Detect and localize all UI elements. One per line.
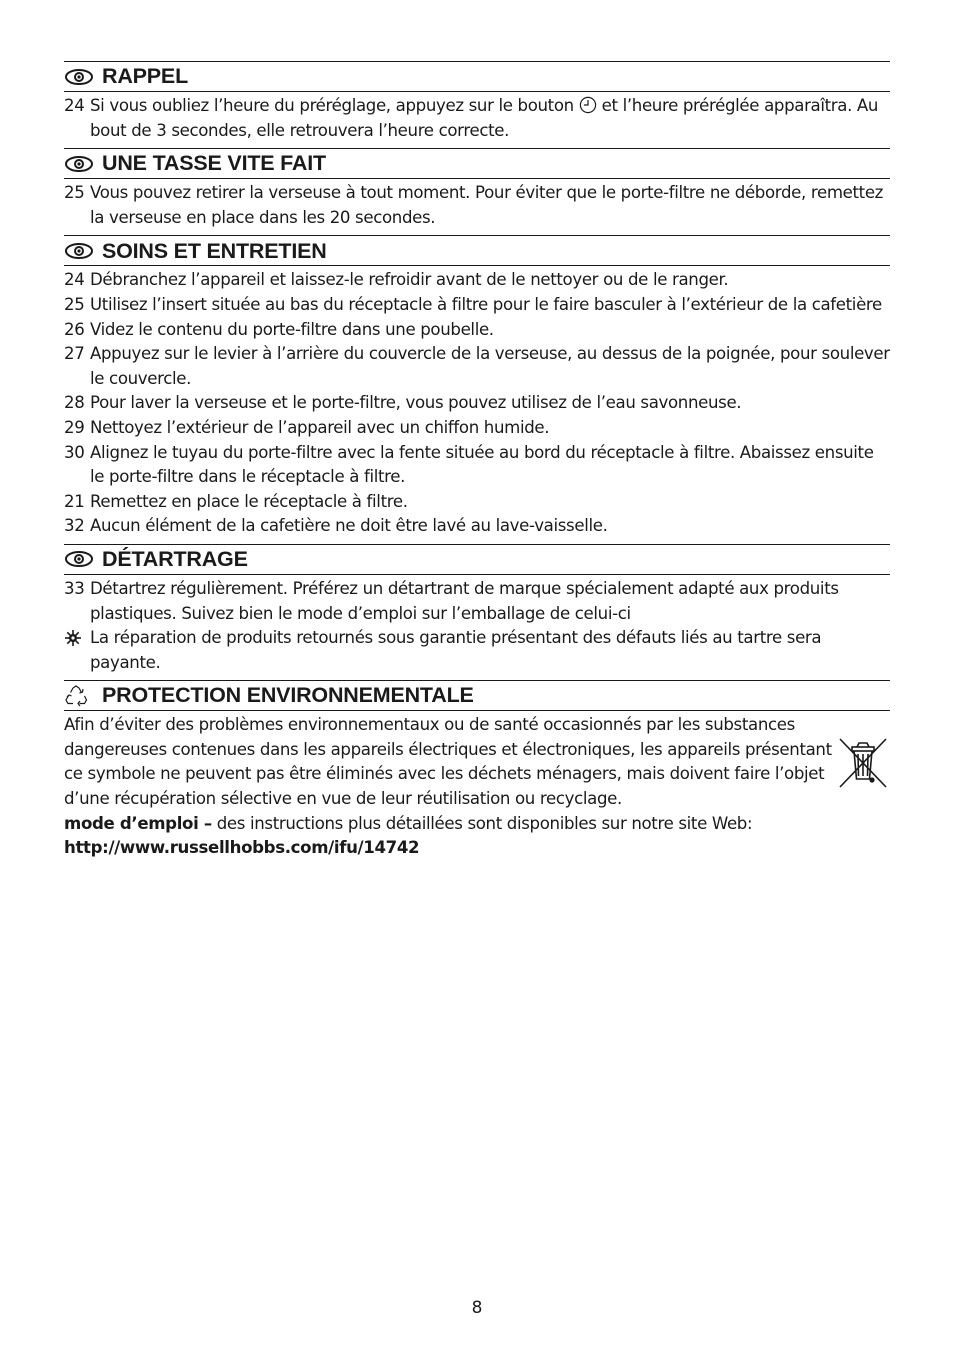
item-number: 33 [64, 578, 85, 598]
manual-url[interactable]: http://www.russellhobbs.com/ifu/14742 [64, 838, 420, 858]
item-number: 24 [64, 96, 85, 115]
item-number: 25 [64, 294, 85, 314]
list-item [64, 416, 890, 441]
list-item [64, 441, 890, 490]
item-text: Détartrez régulièrement. Préférez un détartrant de marque spécialement adapté aux produits plastiques. Suivez bien le mode d’emploi sur l’emballage de celui-ci [90, 578, 839, 623]
list-item [64, 490, 890, 515]
item-number: 21 [64, 491, 85, 511]
section-heading [64, 544, 890, 575]
item-text: Utilisez l’insert située au bas du réceptacle à filtre pour le faire basculer à l’extérieur de la cafetière [90, 294, 882, 314]
section-title: RAPPEL [102, 64, 189, 89]
section-une-tasse [64, 148, 890, 230]
item-number: 28 [64, 393, 85, 413]
list-item [64, 94, 890, 143]
item-text: Vous pouvez retirer la verseuse à tout moment. Pour éviter que le porte-filtre ne déborde, remettez la verseuse en place dans les 20 secondes. [90, 183, 884, 227]
section-heading [64, 680, 890, 711]
section-title: PROTECTION ENVIRONNEMENTALE [102, 683, 474, 708]
item-text: Videz le contenu du porte-filtre dans une poubelle. [90, 319, 494, 339]
item-number: 25 [64, 183, 85, 203]
eye-icon [64, 240, 94, 262]
item-text-after: et l’heure préréglée apparaîtra. Au bout de 3 secondes, elle retrouvera l’heure correcte. [90, 96, 879, 140]
section-heading [64, 235, 890, 266]
item-number: 32 [64, 516, 85, 536]
environment-paragraph: Afin d’éviter des problèmes environnementaux ou de santé occasionnés par les substances dangereuses contenues dans les appareils électriques et électroniques, les appareils présentant ce symbole ne peuvent pas être éliminés avec les déchets ménagers, mais doivent faire l’objet d’une récupération sélective en vue de leur réutilisation ou recyclage. [64, 715, 832, 809]
item-text: Aucun élément de la cafetière ne doit être lavé au lave-vaisselle. [90, 516, 608, 536]
section-rappel [64, 61, 890, 143]
manual-label: mode d’emploi – [64, 813, 212, 833]
item-text: Pour laver la verseuse et le porte-filtre, vous pouvez utilisez de l’eau savonneuse. [90, 393, 742, 413]
manual-text: des instructions plus détaillées sont disponibles sur notre site Web: [211, 813, 753, 833]
section-soins [64, 235, 890, 539]
sun-star-icon [64, 626, 90, 675]
list-item [64, 391, 890, 416]
item-number: 30 [64, 442, 85, 462]
section-heading [64, 61, 890, 92]
crossed-bin-icon [836, 735, 890, 793]
section-heading [64, 148, 890, 179]
item-number: 27 [64, 344, 85, 364]
list-item [64, 181, 890, 230]
section-title: SOINS ET ENTRETIEN [102, 238, 327, 263]
list-item [64, 342, 890, 391]
section-detartrage [64, 544, 890, 675]
item-text: Remettez en place le réceptacle à filtre. [90, 491, 408, 511]
list-item [64, 577, 890, 626]
list-item [64, 318, 890, 343]
item-text: Appuyez sur le levier à l’arrière du couvercle de la verseuse, au dessus de la poignée, pour soulever le couvercle. [90, 344, 890, 388]
manual-line [64, 812, 834, 837]
environment-body [64, 713, 890, 861]
list-item [64, 293, 890, 318]
section-title: UNE TASSE VITE FAIT [102, 151, 326, 176]
item-number: 24 [64, 270, 85, 290]
item-text: La réparation de produits retournés sous garantie présentant des défauts liés au tartre sera payante. [90, 628, 822, 672]
section-environnement [64, 680, 890, 861]
recycle-icon [64, 685, 94, 707]
item-text: Nettoyez l’extérieur de l’appareil avec un chiffon humide. [90, 417, 550, 437]
item-number: 26 [64, 319, 85, 339]
clock-icon [579, 96, 597, 114]
document-page [64, 61, 890, 866]
section-title: DÉTARTRAGE [102, 547, 248, 572]
list-item [64, 626, 890, 675]
list-item [64, 514, 890, 539]
page-number: 8 [471, 1298, 483, 1318]
item-number: 29 [64, 417, 85, 437]
eye-icon [64, 66, 94, 88]
item-text [90, 94, 890, 143]
item-text: Débranchez l’appareil et laissez-le refroidir avant de le nettoyer ou de le ranger. [90, 270, 729, 290]
eye-icon [64, 548, 94, 570]
item-text: Alignez le tuyau du porte-filtre avec la fente située au bord du réceptacle à filtre. Abaissez ensuite le porte-filtre dans le réceptacle à filtre. [90, 442, 874, 487]
eye-icon [64, 153, 94, 175]
item-text-before: Si vous oubliez l’heure du préréglage, appuyez sur le bouton [90, 96, 579, 115]
list-item [64, 268, 890, 293]
